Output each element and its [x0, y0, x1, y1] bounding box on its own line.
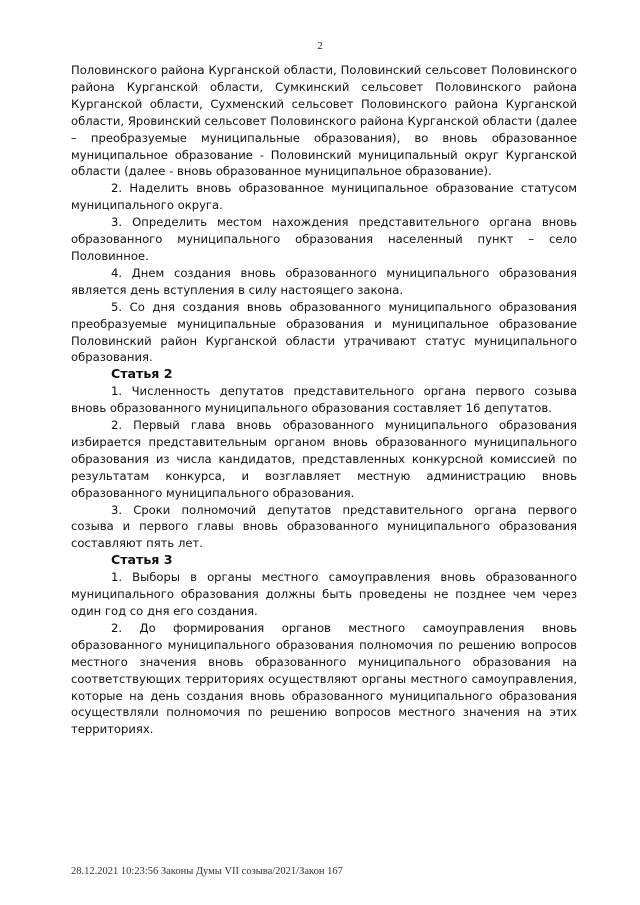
article-2-heading: Статья 2	[111, 366, 173, 382]
page-number: 2	[317, 40, 323, 52]
paragraph: 1. Выборы в органы местного самоуправления вновь образованного муниципального образования должны быть проведены не позднее чем через один год со дня его создания.	[71, 570, 577, 618]
paragraph: 3. Определить местом нахождения представительного органа вновь образованного муниципального образования населенный пункт – село Половинное.	[71, 215, 577, 263]
paragraph: 5. Со дня создания вновь образованного муниципального образования преобразуемые муниципальные образования и муниципальное образование Половинский район Курганской области утрачивают статус муниципального образования.	[71, 299, 577, 365]
paragraph: 2. Первый глава вновь образованного муниципального образования избирается представительным органом вновь образованного муниципального образования из числа кандидатов, представленных конкурсной комиссией по результатам конкурса, и возглавляет местную администрацию вновь образованного муниципального образования.	[71, 418, 577, 500]
paragraph: Половинского района Курганской области, Половинский сельсовет Половинского района Курганской области, Сумкинский сельсовет Половинского района Курганской области, Сухменский сельсовет Половинского района Курганской области, Яровинский сельсовет Половинского района Курганской области (далее – преобразуемые муниципальные образования), во вновь образованное муниципальное образование - Половинский муниципальный округ Курганской области (далее - вновь образованное муниципальное образование).	[71, 63, 577, 179]
paragraph: 4. Днем создания вновь образованного муниципального образования является день вступления в силу настоящего закона.	[71, 265, 577, 297]
paragraph: 2. Наделить вновь образованное муниципальное образование статусом муниципального округа.	[71, 181, 577, 213]
paragraph: 2. До формирования органов местного самоуправления вновь образованного муниципального образования полномочия по решению вопросов местного значения вновь образованного муниципального образования на соответствующих территориях осуществляют органы местного самоуправления, которые на день создания вновь образованного муниципального образования осуществляли полномочия по решению вопросов местного значения на этих территориях.	[71, 620, 577, 737]
footer-document-info: 28.12.2021 10:23:56 Законы Думы VII созыва/2021/Закон 167	[71, 866, 343, 877]
document-body	[71, 62, 577, 738]
paragraph: 3. Сроки полномочий депутатов представительного органа первого созыва и первого главы вновь образованного муниципального образования составляют пять лет.	[71, 502, 577, 551]
article-3-heading: Статья 3	[111, 552, 173, 568]
paragraph: 1. Численность депутатов представительного органа первого созыва вновь образованного муниципального образования составляет 16 депутатов.	[71, 384, 577, 416]
